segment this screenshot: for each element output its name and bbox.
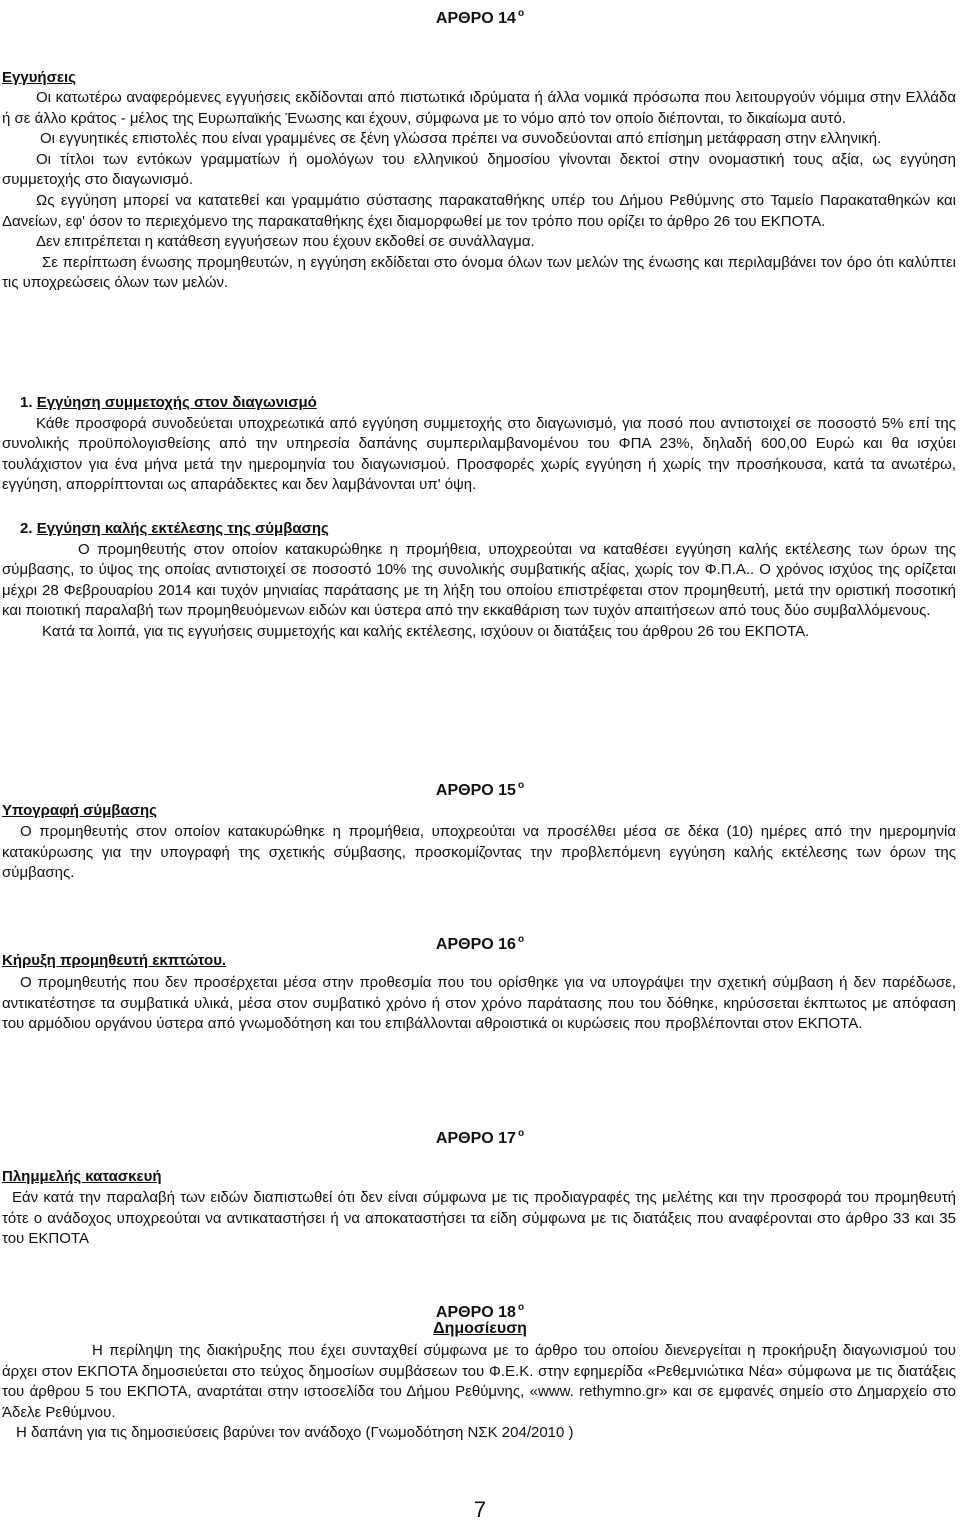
article-14-subsection-1	[2, 393, 956, 496]
article-14-heading: ΑΡΘΡΟ 14 $^o$	[435, 8, 525, 27]
paragraph: Οι κατωτέρω αναφερόμενες εγγυήσεις εκδίδονται από πιστωτικά ιδρύματα ή άλλα νομικά πρόσωπα που λειτουργούν νόμιμα στην Ελλάδα ή σε άλλο κράτος - μέλος της Ευρωπαϊκής Ένωσης και έχουν, σύμφωνα με το νόμο από τον οποίο διέπονται, το δικαίωμα αυτό.	[2, 89, 956, 127]
paragraph: Δεν επιτρέπεται η κατάθεση εγγυήσεων που έχουν εκδοθεί σε συνάλλαγμα.	[36, 233, 535, 251]
article-18-title: Δημοσίευση	[433, 1320, 527, 1337]
paragraph: Ο προμηθευτής στον οποίον κατακυρώθηκε η προμήθεια, υποχρεούται να προσέλθει μέσα σε δέκα (10) ημέρες από την ημερομηνία κατακύρωσης για την υπογραφή της σχετικής σύμβασης, προσκομίζοντας την προβλεπόμενη εγγύηση καλής εκτέλεσης των όρων της σύμβασης.	[2, 823, 956, 882]
article-18-heading: ΑΡΘΡΟ 18 $^o$	[435, 1302, 525, 1321]
paragraph: Κάθε προσφορά συνοδεύεται υποχρεωτικά από εγγύηση συμμετοχής στο διαγωνισμό, για ποσό που αντιστοιχεί σε ποσοστό 5% επί της συνολικής προϋπολογισθείσης από την υπηρεσία δαπάνης συμπεριλαμβανομένου του ΦΠΑ 23%, δηλαδή 600,00 Ευρώ και θα ισχύει τουλάχιστον για ένα μήνα μετά την ημερομηνία του διαγωνισμού. Προσφορές χωρίς εγγύηση ή χωρίς την προσήκουσα, κατά τα ανωτέρω, εγγύηση, απορρίπτονται ως απαράδεκτες και δεν λαμβάνονται υπ' όψη.	[2, 414, 956, 494]
paragraph: Η δαπάνη για τις δημοσιεύσεις βαρύνει τον ανάδοχο (Γνωμοδότηση ΝΣΚ 204/2010 )	[16, 1424, 574, 1442]
article-16-heading: ΑΡΘΡΟ 16 $^o$	[435, 934, 525, 953]
subsection-title: 2. Εγγύηση καλής εκτέλεσης της σύμβασης	[20, 520, 329, 537]
paragraph: Σε περίπτωση ένωσης προμηθευτών, η εγγύηση εκδίδεται στο όνομα όλων των μελών της ένωσης και περιλαμβάνει τον όρο ότι καλύπτει τις υποχρεώσεις όλων των μελών.	[2, 253, 956, 292]
subsection-title: 1. Εγγύηση συμμετοχής στον διαγωνισμό	[20, 394, 317, 411]
article-15-body	[2, 822, 956, 884]
paragraph: Ο προμηθευτής στον οποίον κατακυρώθηκε η προμήθεια, υποχρεούται να καταθέσει εγγύηση καλής εκτέλεσης των όρων της σύμβασης, το ύψος της οποίας αντιστοιχεί σε ποσοστό 10% της συνολικής συμβατικής αξίας, χωρίς τον Φ.Π.Α.. Ο χρόνος ισχύος της ορίζεται μέχρι 28 Φεβρουαρίου 2014 και τυχόν μηνιαίας παράτασης με τη λήξη του οποίου επιστρέφεται στον προμηθευτή, μετά την οριστική ποσοτική και ποιοτική παραλαβή των προμηθευόμενων ειδών και ύστερα από την εκκαθάριση των τυχόν απαιτήσεων από τους δύο συμβαλλόμενους.	[2, 540, 956, 620]
paragraph: Κατά τα λοιπά, για τις εγγυήσεις συμμετοχής και καλής εκτέλεσης, ισχύουν οι διατάξεις του άρθρου 26 του ΕΚΠΟΤΑ.	[42, 622, 810, 640]
article-17-heading: ΑΡΘΡΟ 17 $^o$	[435, 1128, 525, 1147]
article-18-body	[2, 1341, 956, 1444]
paragraph: Ως εγγύηση μπορεί να κατατεθεί και γραμμάτιο σύστασης παρακαταθήκης υπέρ του Δήμου Ρεθύμνης στο Ταμείο Παρακαταθηκών και Δανείων, εφ' όσον το περιεχόμενο της παρακαταθήκης έχει διαμορφωθεί με τον τρόπο που ορίζει το άρθρο 26 του ΕΚΠΟΤΑ.	[2, 191, 956, 230]
paragraph: Ο προμηθευτής που δεν προσέρχεται μέσα στην προθεσμία που του ορίσθηκε για να υπογράψει την σχετική σύμβαση ή δεν παρέδωσε, αντικατέστησε τα συμβατικά υλικά, μέσα στον συμβατικό χρόνο ή στον χρόνο παράτασης που του δόθηκε, κηρύσσεται έκπτωτος με απόφαση του αρμόδιου οργάνου ύστερα από γνωμοδότηση και του επιβάλλονται αθροιστικά οι κυρώσεις που προβλέπονται στον ΕΚΠΟΤΑ.	[2, 974, 956, 1033]
article-14-subsection-2	[2, 519, 956, 643]
article-15-heading: ΑΡΘΡΟ 15 $^o$	[435, 780, 525, 799]
article-16-title: Κήρυξη προμηθευτή εκπτώτου.	[2, 952, 227, 969]
paragraph: Η περίληψη της διακήρυξης που έχει συνταχθεί σύμφωνα με το άρθρο του οποίου διενεργείται η προκήρυξη διαγωνισμού του άρχει στον ΕΚΠΟΤΑ δημοσιεύεται στο τεύχος δημοσίων συμβάσεων του Φ.Ε.Κ. στην εφημερίδα «Ρεθεμνιώτικα Νέα» σύμφωνα με τις διατάξεις του άρθρου 5 του ΕΚΠΟΤΑ, αναρτάται στην ιστοσελίδα του Δήμου Ρεθύμνης, «www. rethymno.gr» και σε εμφανές σημείο στο Δημαρχείο στο Άδελε Ρεθύμνου.	[2, 1342, 956, 1421]
article-17-body	[2, 1188, 956, 1250]
article-16-body	[2, 973, 956, 1035]
article-14-title: Εγγυήσεις	[2, 69, 76, 86]
article-17-title: Πλημμελής κατασκευή	[2, 1168, 162, 1185]
paragraph: Οι τίτλοι των εντόκων γραμματίων ή ομολόγων του ελληνικού δημοσίου γίνονται δεκτοί στην ονομαστική τους αξία, ως εγγύηση συμμετοχής στο διαγωνισμό.	[2, 150, 956, 189]
paragraph: Εάν κατά την παραλαβή των ειδών διαπιστωθεί ότι δεν είναι σύμφωνα με τις προδιαγραφές της μελέτης και την προσφορά του προμηθευτή τότε ο ανάδοχος υποχρεούται να αντικαταστήσει ή να αποκαταστήσει τα είδη σύμφωνα με τις διατάξεις που αναφέρονται στο άρθρο 33 και 35 του ΕΚΠΟΤΑ	[2, 1189, 956, 1248]
article-14-body	[2, 88, 956, 294]
article-15-title: Υπογραφή σύμβασης	[2, 802, 157, 819]
paragraph: Οι εγγυητικές επιστολές που είναι γραμμένες σε ξένη γλώσσα πρέπει να συνοδεύονται από επίσημη μετάφραση στην ελληνική.	[40, 130, 882, 148]
page-number: 7	[473, 1497, 487, 1522]
